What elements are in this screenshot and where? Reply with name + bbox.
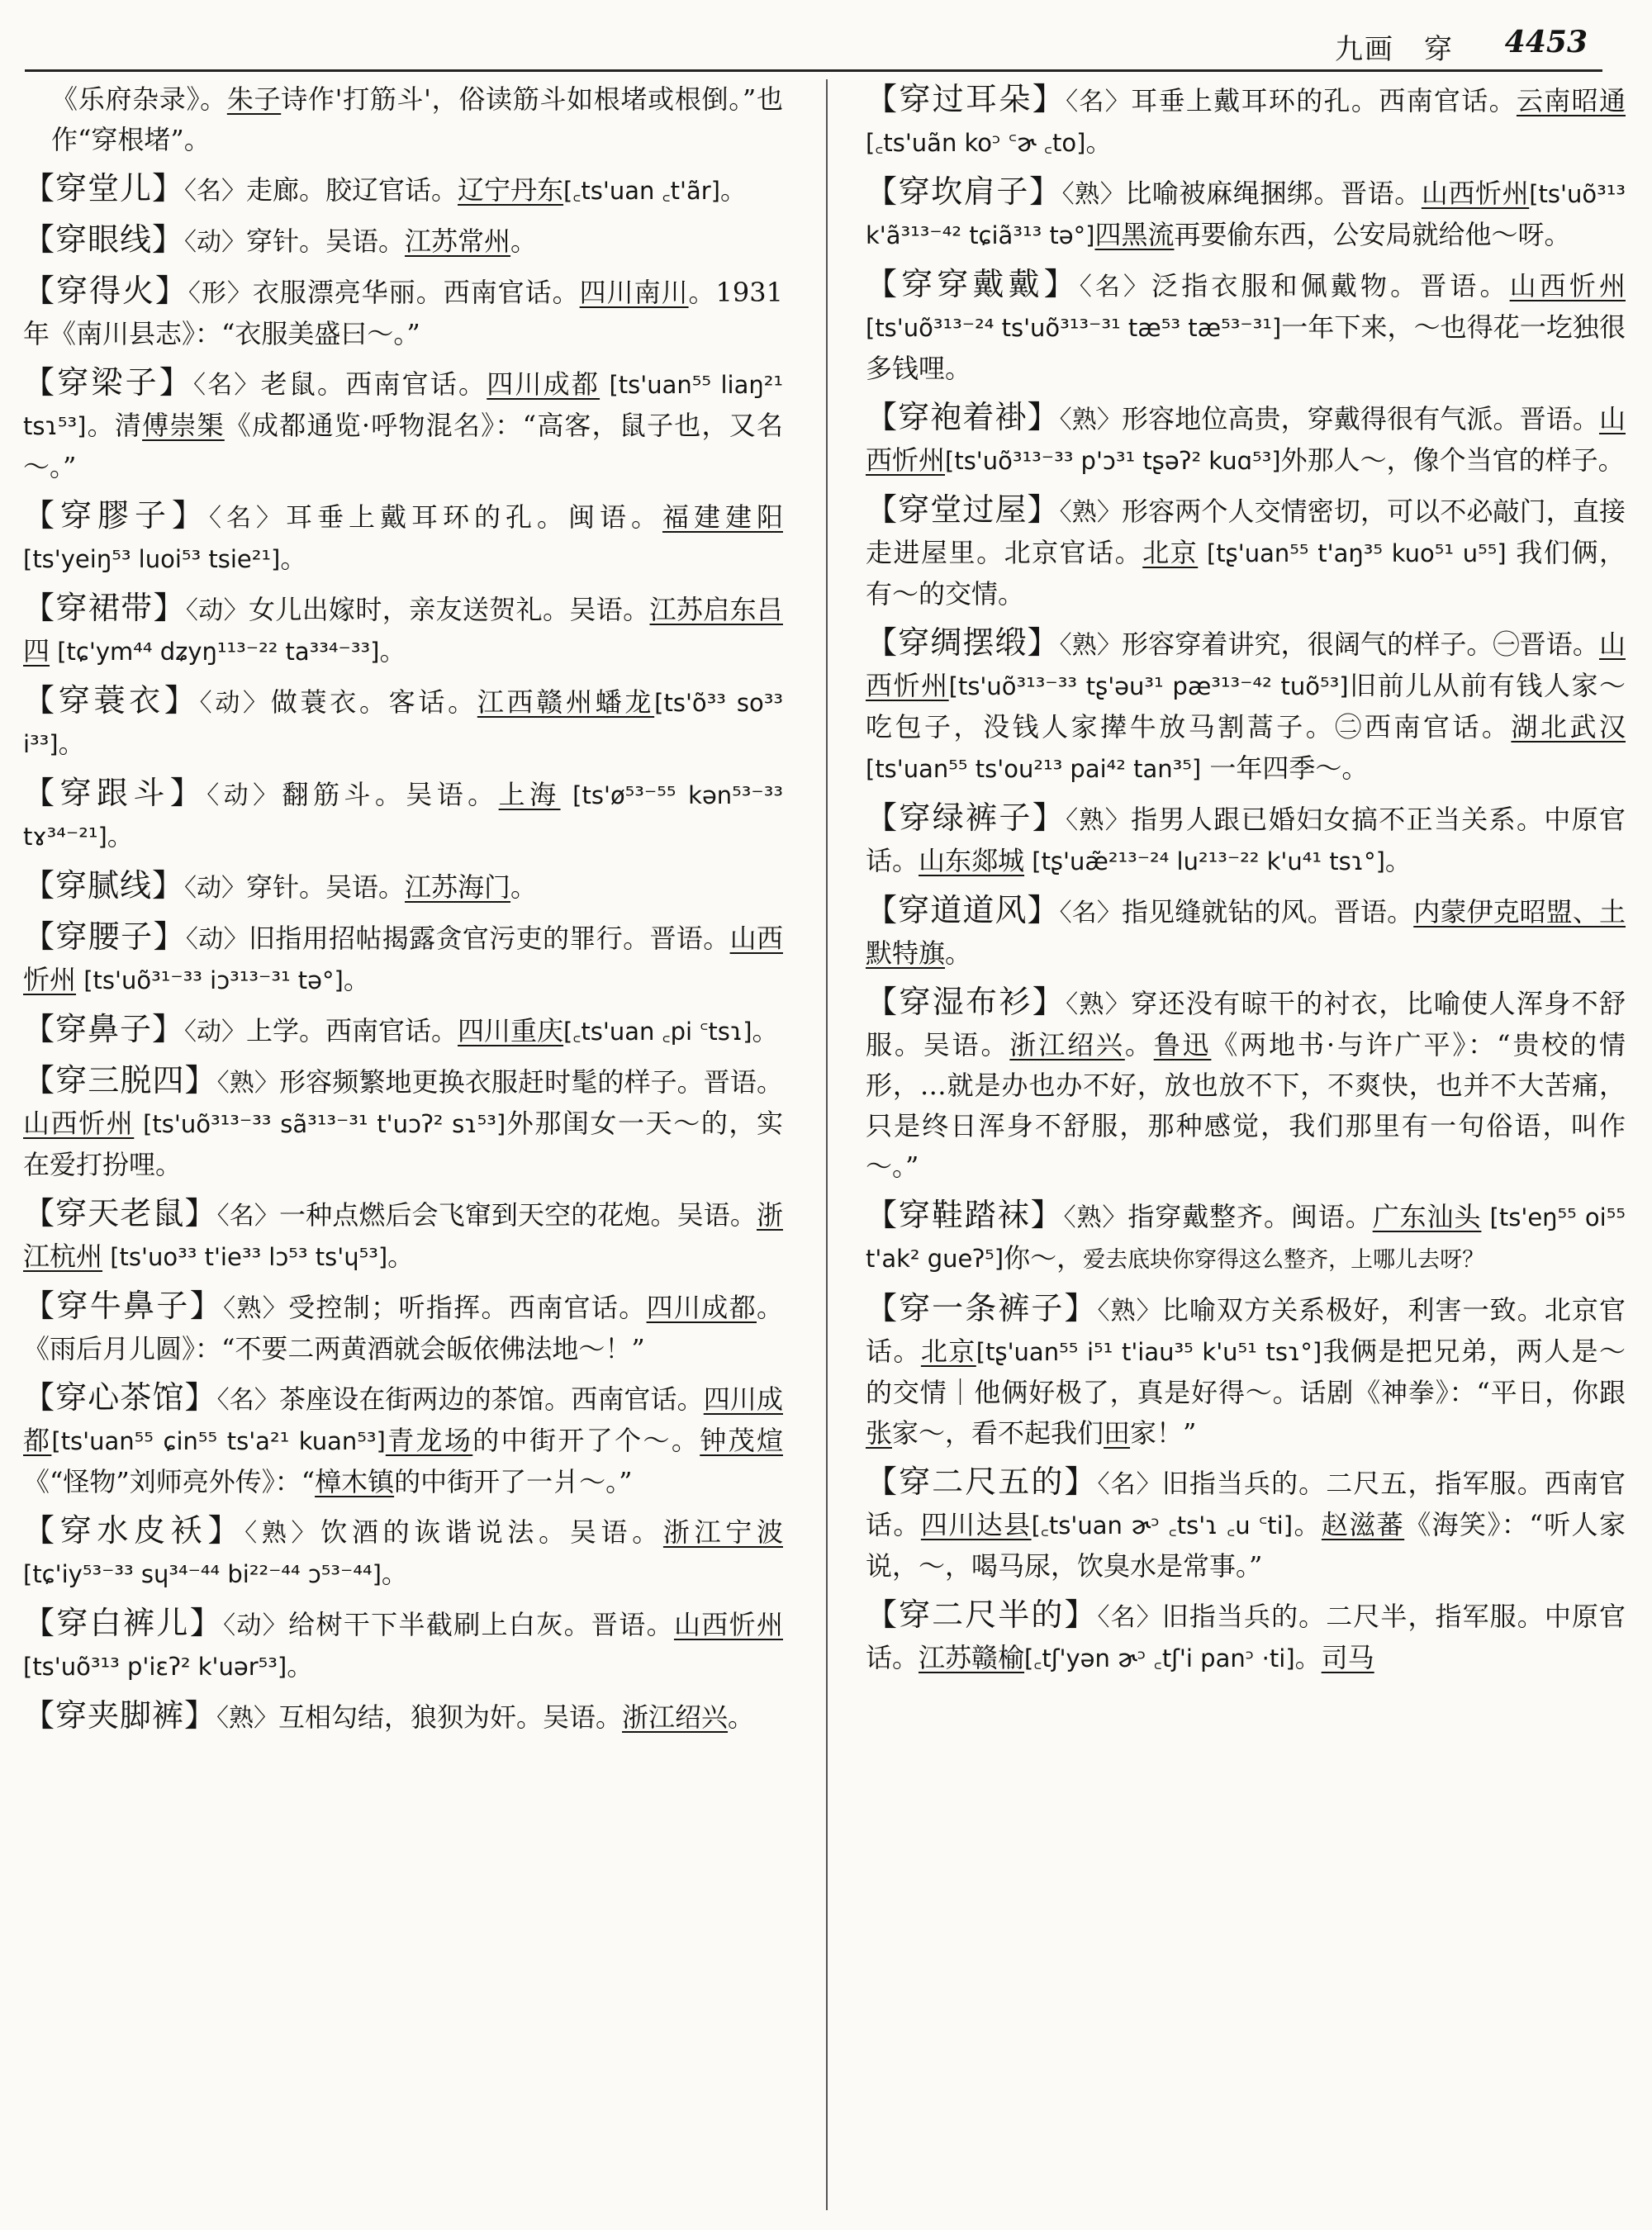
underlined-name: 四川达县	[920, 1509, 1032, 1540]
right-column	[866, 79, 1626, 1687]
entry-headword: 【穿二尺五的】	[866, 1464, 1098, 1500]
definition-text: 。	[280, 543, 307, 574]
definition-text: 形容两个人交情密切，可以不必敲门，直接走进屋里。北京官话。	[866, 496, 1626, 568]
underlined-name: 广东汕头	[1372, 1201, 1482, 1232]
definition-text: 比喻被麻绳捆绑。晋语。	[1125, 178, 1422, 209]
definition-text: 给树干下半截刷上白灰。晋语。	[288, 1609, 674, 1640]
underlined-name: 江苏启东吕四	[23, 594, 783, 667]
part-of-speech-tag: 〈熟〉	[216, 1069, 280, 1098]
entry-headword: 【穿鼻子】	[23, 1011, 185, 1047]
definition-text: 一种点燃后会飞窜到天空的花炮。吴语。	[279, 1199, 757, 1231]
entry-headword: 【穿三脱四】	[23, 1062, 217, 1098]
definition-text: 。	[728, 1701, 755, 1733]
phonetic-transcription: [ts'õ³³ so³³ i³³]	[23, 689, 783, 758]
phonetic-transcription: [ts'uõ³¹³⁻³³ sã³¹³⁻³¹ t'uɔʔ² sɿ⁵³]	[134, 1110, 506, 1138]
phonetic-transcription: [ts'yeiŋ⁵³ luoi⁵³ tsie²¹]	[23, 545, 281, 573]
underlined-name: 上海	[498, 779, 561, 810]
part-of-speech-tag: 〈名〉	[1059, 899, 1122, 928]
phonetic-transcription: [ts'ø⁵³⁻⁵⁵ kən⁵³⁻³³ tɤ³⁴⁻²¹]	[23, 781, 783, 851]
underlined-name: 浙江宁波	[662, 1516, 783, 1548]
underlined-name: 山西忻州	[866, 629, 1626, 701]
definition-text: 穿针。吴语。	[246, 871, 406, 903]
underlined-name: 四川成都	[646, 1292, 757, 1323]
header-rule	[25, 69, 1602, 72]
phonetic-transcription: [tɕ'iy⁵³⁻³³ sɥ³⁴⁻⁴⁴ bi²²⁻⁴⁴ ɔ⁵³⁻⁴⁴]	[23, 1560, 382, 1588]
definition-text: 旧指当兵的。二尺五，指军服。西南官话。	[866, 1468, 1626, 1540]
dictionary-entry	[866, 982, 1626, 1187]
definition-text: 。	[1293, 1509, 1322, 1540]
phonetic-transcription: [ts'uan⁵⁵ liaŋ²¹ tsɿ⁵³]	[23, 371, 783, 440]
part-of-speech-tag: 〈名〉	[1066, 88, 1132, 116]
definition-text: 。	[510, 871, 538, 903]
dictionary-entry	[23, 1378, 783, 1502]
definition-text: 老鼠。西南官话。	[260, 368, 487, 400]
phonetic-transcription: [ts'uõ³¹⁻³³ iɔ³¹³⁻³¹ tə°]	[76, 966, 344, 994]
underlined-name: 山西忻州	[866, 403, 1626, 476]
definition-text: 你～，	[1004, 1242, 1084, 1274]
underlined-name: 四川成都	[23, 1383, 783, 1456]
definition-text: 。	[58, 728, 85, 759]
definition-text: 的中街开了一爿～。”	[394, 1466, 633, 1497]
underlined-name: 江苏海门	[405, 871, 511, 903]
dictionary-entry	[23, 681, 783, 765]
entry-headword: 【穿牛鼻子】	[23, 1288, 224, 1324]
dictionary-entry	[866, 490, 1626, 614]
definition-text: 。	[379, 635, 406, 667]
entry-headword: 【穿坎肩子】	[866, 173, 1062, 210]
entry-headword: 【穿鞋踏袜】	[866, 1197, 1064, 1233]
dictionary-entry	[23, 866, 783, 909]
underlined-name: 浙江绍兴	[622, 1701, 729, 1733]
underlined-name: 钟茂煊	[700, 1425, 783, 1456]
dictionary-entry	[866, 1195, 1626, 1280]
part-of-speech-tag: 〈名〉	[216, 1386, 279, 1415]
underlined-name: 湖北武汉	[1511, 711, 1626, 743]
definition-text: 。	[107, 820, 134, 852]
definition-text: 。	[381, 1558, 408, 1589]
part-of-speech-tag: 〈动〉	[223, 1611, 289, 1640]
dictionary-entry	[23, 496, 783, 580]
entry-headword: 【穿腰子】	[23, 918, 186, 955]
dictionary-entry	[866, 1462, 1626, 1587]
underlined-name: 朱子	[226, 83, 282, 115]
page-number: 4453	[1504, 25, 1588, 59]
entry-headword: 【穿天老鼠】	[23, 1195, 217, 1231]
underlined-name: 鲁迅	[1153, 1029, 1212, 1060]
definition-text: 家！”	[1130, 1417, 1197, 1449]
dictionary-entry	[23, 1603, 783, 1687]
underlined-name: 四川重庆	[458, 1015, 564, 1046]
definition-text: 形容频繁地更换衣服赶时髦的样子。晋语。	[279, 1066, 783, 1098]
definition-text: 。	[1085, 126, 1113, 158]
dictionary-entry	[23, 220, 783, 263]
underlined-name: 云南昭通	[1516, 85, 1626, 116]
part-of-speech-tag: 〈名〉	[193, 371, 261, 400]
entry-headword: 【穿夹脚裤】	[23, 1697, 217, 1734]
dictionary-entry	[866, 264, 1626, 389]
definition-text: 旧指当兵的。二尺半，指军服。中原官话。	[866, 1601, 1626, 1673]
underlined-name: 山西忻州	[1509, 270, 1626, 301]
phonetic-transcription: [꜀tʃ'yən ɚᵓ ꜀tʃ'i panᵓ ·ti]	[1024, 1644, 1295, 1672]
phonetic-transcription: [ts'uan⁵⁵ ts'ou²¹³ pai⁴² tan³⁵]	[866, 755, 1202, 783]
phonetic-transcription: [ts'uõ³¹³⁻³³ tʂ'əu³¹ pæ³¹³⁻⁴² tuõ⁵³]	[948, 672, 1349, 700]
part-of-speech-tag: 〈熟〉	[1066, 806, 1132, 835]
phonetic-transcription: [tʂ'uan⁵⁵ t'aŋ³⁵ kuo⁵¹ u⁵⁵]	[1198, 539, 1507, 567]
part-of-speech-tag: 〈熟〉	[1061, 180, 1126, 209]
part-of-speech-tag: 〈名〉	[209, 504, 286, 533]
part-of-speech-tag: 〈熟〉	[1066, 990, 1132, 1019]
underlined-name: 山西忻州	[23, 1108, 135, 1139]
definition-text: 。	[1124, 1029, 1154, 1060]
dictionary-entry	[23, 917, 783, 1001]
definition-text: 女儿出嫁时，亲友送贺礼。吴语。	[248, 594, 650, 625]
left-column	[23, 79, 783, 1747]
part-of-speech-tag: 〈动〉	[199, 689, 271, 718]
definition-text: 做蓑衣。客话。	[270, 686, 477, 718]
part-of-speech-tag: 〈动〉	[184, 874, 247, 903]
part-of-speech-tag: 〈形〉	[188, 279, 253, 308]
phonetic-transcription: [ts'eŋ⁵⁵ oi⁵⁵ t'ak² gueʔ⁵]	[866, 1203, 1626, 1273]
definition-text: 走廊。胶辽官话。	[246, 174, 458, 206]
entry-headword: 【穿蓑衣】	[23, 682, 200, 719]
part-of-speech-tag: 〈动〉	[184, 1018, 247, 1046]
entry-headword: 【穿湿布衫】	[866, 984, 1066, 1020]
entry-headword: 【穿水皮袄】	[23, 1512, 245, 1549]
underlined-name: 山东郯城	[919, 845, 1025, 876]
definition-text: 我们俩，有～的交情。	[866, 537, 1626, 610]
underlined-name: 司马	[1321, 1642, 1374, 1673]
underlined-name: 浙江绍兴	[1009, 1029, 1125, 1060]
definition-text: 。	[343, 964, 370, 995]
definition-text: 。	[287, 1650, 314, 1682]
definition-text: 。	[945, 937, 972, 969]
definition-text: 耳垂上戴耳环的孔。闽语。	[286, 501, 662, 533]
dictionary-entry	[866, 397, 1626, 482]
entry-headword: 【穿白裤儿】	[23, 1605, 224, 1641]
definition-text: 。	[510, 225, 538, 257]
definition-text: 《两地书·与许广平》：“贵校的情形，…就是办也办不好，放也放不下，不爽快，也并不大苦痛，只是终日浑身不舒服，那种感觉，我们那里有一句俗语，叫作～。”	[866, 1029, 1626, 1182]
continued-entry	[51, 79, 783, 160]
definition-text: 外那闺女一天～的，实在爱打扮哩。	[23, 1108, 783, 1180]
part-of-speech-tag: 〈熟〉	[1063, 1203, 1128, 1232]
dictionary-entry	[866, 798, 1626, 882]
dictionary-entry	[23, 1696, 783, 1739]
underlined-name: 江苏常州	[405, 225, 511, 257]
dictionary-entry	[23, 1060, 783, 1185]
phonetic-transcription: [tʂ'uæ̃²¹³⁻²⁴ lu²¹³⁻²² k'u⁴¹ tsɿ°]	[1024, 847, 1385, 875]
entry-headword: 【穿眼线】	[23, 221, 185, 258]
definition-text: 穿针。吴语。	[246, 225, 406, 257]
underlined-name: 四黑流	[1094, 219, 1175, 250]
part-of-speech-tag: 〈熟〉	[1059, 631, 1122, 660]
underlined-name: 北京	[920, 1336, 976, 1367]
definition-text: 一年下来，～也得花一圪独很多钱哩。	[866, 311, 1626, 384]
definition-text: 比喻双方关系极好，利害一致。北京官话。	[866, 1294, 1626, 1367]
underlined-name: 张	[866, 1417, 893, 1449]
column-divider	[826, 79, 828, 2210]
underlined-name: 江西赣州蟠龙	[477, 686, 655, 718]
definition-text: 受控制；听指挥。西南官话。	[288, 1292, 647, 1323]
definition-text: 形容地位高贵，穿戴得很有气派。晋语。	[1122, 403, 1599, 434]
part-of-speech-tag: 〈名〉	[1079, 273, 1152, 301]
definition-text: 泛指衣服和佩戴物。晋语。	[1151, 270, 1510, 301]
phonetic-transcription: [tɕ'ym⁴⁴ dʑyŋ¹¹³⁻²² ta³³⁴⁻³³]	[50, 638, 380, 666]
dictionary-entry	[866, 890, 1626, 974]
underlined-name: 浙江杭州	[23, 1199, 783, 1272]
definition-text: 的中街开了个～。	[472, 1425, 700, 1456]
underlined-name: 山西忻州	[1421, 178, 1530, 209]
part-of-speech-tag: 〈名〉	[216, 1202, 279, 1231]
part-of-speech-tag: 〈名〉	[184, 177, 247, 206]
definition-text: 。	[752, 1015, 779, 1046]
definition-text: 《乐府杂录》。	[51, 83, 227, 115]
phonetic-transcription: [꜀ts'uãn koᵓ ꜂ɚ ꜀to]	[866, 129, 1086, 157]
phonetic-transcription: [ts'uõ³¹³⁻³³ p'ɔ³¹ tʂəʔ² kuɑ⁵³]	[945, 447, 1281, 475]
definition-text: 形容穿着讲究，很阔气的样子。㊀晋语。	[1122, 629, 1599, 660]
dictionary-entry	[866, 79, 1626, 164]
definition-text: 指男人跟已婚妇女搞不正当关系。中原官话。	[866, 804, 1626, 876]
definition-text: 再要偷东西，公安局就给他～呀。	[1174, 219, 1571, 250]
entry-headword: 【穿道道风】	[866, 892, 1060, 928]
part-of-speech-tag: 〈熟〉	[1059, 498, 1123, 527]
definition-text: 旧前儿从前有钱人家～吃包子，没钱人家撵牛放马割蒿子。㊁西南官话。	[866, 670, 1626, 743]
entry-headword: 【穿心茶馆】	[23, 1379, 217, 1416]
part-of-speech-tag: 〈熟〉	[216, 1704, 279, 1733]
underlined-name: 江苏赣榆	[919, 1642, 1025, 1673]
entry-headword: 【穿穿戴戴】	[866, 266, 1080, 302]
dictionary-entry	[23, 1193, 783, 1278]
phonetic-transcription: [꜀ts'uan ꜀t'ãr]	[563, 177, 720, 205]
entry-headword: 【穿裙带】	[23, 590, 186, 626]
underlined-name: 赵滋蕃	[1321, 1509, 1405, 1540]
definition-text: 上学。西南官话。	[246, 1015, 458, 1046]
page-header	[0, 12, 1652, 71]
dictionary-entry	[23, 1511, 783, 1595]
definition-text: 耳垂上戴耳环的孔。西南官话。	[1131, 85, 1517, 116]
phonetic-transcription: [ts'uõ³¹³⁻²⁴ ts'uõ³¹³⁻³¹ tæ⁵³ tæ⁵³⁻³¹]	[866, 314, 1282, 342]
dictionary-entry	[23, 363, 783, 487]
phonetic-transcription: [tʂ'uan⁵⁵ i⁵¹ t'iau³⁵ k'u⁵¹ tsɿ°]	[976, 1338, 1322, 1366]
part-of-speech-tag: 〈动〉	[206, 781, 282, 810]
dictionary-entry	[23, 1009, 783, 1052]
dictionary-entry	[866, 172, 1626, 256]
entry-headword: 【穿堂儿】	[23, 170, 185, 206]
entry-headword: 【穿绸摆缎】	[866, 624, 1060, 661]
definition-text: 翻筋斗。吴语。	[282, 779, 499, 810]
part-of-speech-tag: 〈动〉	[184, 228, 247, 257]
definition-text: 衣服漂亮华丽。西南官话。	[252, 277, 580, 308]
definition-text: 《“怪物”刘师亮外传》：“	[23, 1466, 316, 1497]
entry-headword: 【穿过耳朵】	[866, 81, 1066, 117]
underlined-name: 辽宁丹东	[458, 174, 564, 206]
definition-text: 诗作'打筋斗'，俗读筋斗如根堵或根倒。”也作“穿根堵”。	[51, 83, 783, 155]
underlined-name: 樟木镇	[315, 1466, 395, 1497]
entry-headword: 【穿跟斗】	[23, 775, 207, 811]
underlined-name: 青龙场	[385, 1425, 473, 1456]
gloss-text: 爱去底块你穿得这么整齐，上哪儿去呀？	[1083, 1247, 1485, 1273]
entry-headword: 【穿得火】	[23, 273, 188, 309]
definition-text: 。《雨后月儿圆》：“不要二两黄酒就会皈依佛法地～！”	[23, 1292, 783, 1364]
dictionary-entry	[23, 1286, 783, 1369]
entry-headword: 【穿二尺半的】	[866, 1597, 1098, 1633]
part-of-speech-tag: 〈名〉	[1097, 1603, 1162, 1632]
entry-headword: 【穿堂过屋】	[866, 491, 1060, 528]
phonetic-transcription: [ts'uõ³¹³ k'ã³¹³⁻⁴² tɕiã³¹³ tə°]	[866, 180, 1626, 249]
definition-text: 我俩是把兄弟，两人是～的交情｜他俩好极了，真是好得～。话剧《神拳》：“平日，你跟	[866, 1336, 1626, 1408]
section-title: 九画 穿	[1335, 33, 1454, 66]
phonetic-transcription: [ts'uo³³ t'ie³³ lɔ⁵³ ts'ɥ⁵³]	[102, 1243, 388, 1271]
definition-text: 。	[387, 1241, 415, 1272]
part-of-speech-tag: 〈熟〉	[1059, 406, 1122, 434]
dictionary-entry	[866, 623, 1626, 790]
definition-text: 互相勾结，狼狈为奸。吴语。	[278, 1701, 623, 1733]
phonetic-transcription: [꜀ts'uan ɚᵓ ꜀ts'ɿ ꜀u ꜂ti]	[1031, 1511, 1294, 1540]
part-of-speech-tag: 〈动〉	[185, 596, 249, 625]
entry-headword: 【穿腻线】	[23, 867, 185, 904]
underlined-name: 四川成都	[487, 368, 601, 400]
definition-text: 外那人～，像个当官的样子。	[1280, 444, 1625, 476]
definition-text: 一年四季～。	[1201, 752, 1369, 784]
underlined-name: 福建建阳	[662, 501, 783, 533]
underlined-name: 山西忻州	[23, 923, 783, 995]
dictionary-entry	[866, 1595, 1626, 1679]
phonetic-transcription: [ts'uan⁵⁵ ɕin⁵⁵ ts'a²¹ kuan⁵³]	[51, 1427, 386, 1455]
definition-text: 指穿戴整齐。闽语。	[1127, 1201, 1373, 1232]
underlined-name: 田	[1104, 1417, 1131, 1449]
underlined-name: 四川南川	[579, 277, 689, 308]
dictionary-entry	[23, 168, 783, 211]
dictionary-entry	[23, 588, 783, 672]
definition-text: 。	[719, 174, 747, 206]
part-of-speech-tag: 〈熟〉	[223, 1294, 289, 1323]
definition-text: 《成都通览·呼物混名》：“高客，鼠子也，又名～。”	[23, 410, 783, 482]
dictionary-entry	[23, 773, 783, 857]
entry-headword: 【穿一条裤子】	[866, 1290, 1098, 1326]
phonetic-transcription: [꜀ts'uan ꜀pi ꜂tsɿ]	[563, 1018, 752, 1046]
underlined-name: 山西忻州	[673, 1609, 783, 1640]
part-of-speech-tag: 〈名〉	[1097, 1470, 1162, 1499]
definition-text: 。1931年《南川县志》：“衣服美盛曰～。”	[23, 277, 783, 349]
phonetic-transcription: [ts'uõ³¹³ p'iɛʔ² k'uər⁵³]	[23, 1653, 287, 1681]
dictionary-entry	[866, 1288, 1626, 1454]
definition-text: 旧指用招帖揭露贪官污吏的罪行。晋语。	[248, 923, 730, 954]
definition-text: 穿还没有晾干的衬衣，比喻使人浑身不舒服。吴语。	[866, 988, 1626, 1060]
part-of-speech-tag: 〈熟〉	[244, 1519, 321, 1548]
definition-text: 指见缝就钻的风。晋语。	[1122, 896, 1414, 928]
part-of-speech-tag: 〈动〉	[185, 925, 249, 954]
underlined-name: 内蒙伊克昭盟、土默特旗	[866, 896, 1626, 969]
entry-headword: 【穿绿裤子】	[866, 799, 1066, 836]
dictionary-entry	[23, 271, 783, 354]
definition-text: 。	[1384, 845, 1412, 876]
definition-text: 茶座设在街两边的茶馆。西南官话。	[279, 1383, 704, 1415]
entry-headword: 【穿梁子】	[23, 364, 194, 401]
underlined-name: 北京	[1142, 537, 1199, 568]
definition-text: 《海笑》：“听人家说，～，喝马尿，饮臭水是常事。”	[866, 1509, 1626, 1582]
definition-text: 饮酒的诙谐说法。吴语。	[320, 1516, 663, 1548]
definition-text: 家～，看不起我们	[892, 1417, 1104, 1449]
definition-text: 。	[1294, 1642, 1322, 1673]
entry-headword: 【穿膠子】	[23, 497, 209, 534]
entry-headword: 【穿袍着褂】	[866, 399, 1060, 435]
definition-text: 。清	[86, 410, 143, 441]
underlined-name: 傅崇榘	[142, 410, 225, 441]
part-of-speech-tag: 〈熟〉	[1097, 1297, 1162, 1326]
